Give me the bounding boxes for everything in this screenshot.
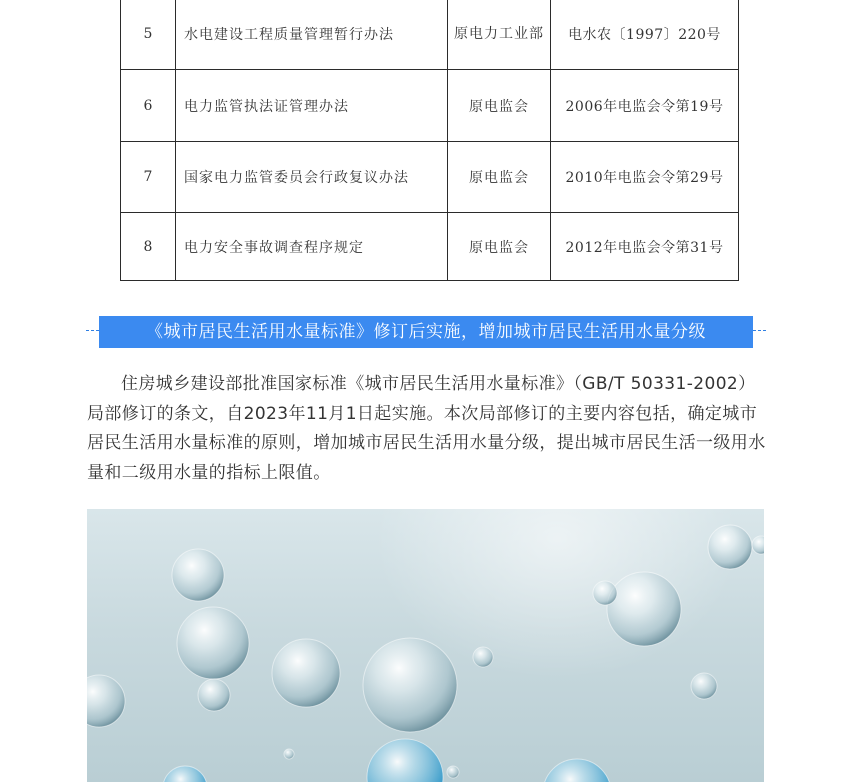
issuing-department: 原电监会 [448, 213, 551, 281]
document-number: 2010年电监会令第29号 [551, 142, 739, 213]
section-body-text: 住房城乡建设部批准国家标准《城市居民生活用水量标准》（GB/T 50331-2002）局部修订的条文，自2023年11月1日起实施。本次局部修订的主要内容包括，确定城市居民生活用水量标准的原则，增加城市居民生活用水量分级，提出城市居民生活一级用水量和二级用水量的指标上限值。 [87, 374, 766, 483]
issuing-department-text: 原电力工业部 [454, 26, 544, 42]
table-row [121, 142, 739, 213]
regulations-table [120, 0, 739, 281]
table-row [121, 0, 739, 70]
regulation-name: 水电建设工程质量管理暂行办法 [176, 0, 448, 70]
document-number: 电水农〔1997〕220号 [551, 0, 739, 70]
section-title-banner: 《城市居民生活用水量标准》修订后实施，增加城市居民生活用水量分级 [99, 316, 753, 348]
issuing-department [448, 0, 551, 70]
issuing-department: 原电监会 [448, 70, 551, 142]
regulation-name: 电力安全事故调查程序规定 [176, 213, 448, 281]
document-number: 2006年电监会令第19号 [551, 70, 739, 142]
row-number: 5 [121, 0, 176, 70]
document-number: 2012年电监会令第31号 [551, 213, 739, 281]
regulation-name: 电力监管执法证管理办法 [176, 70, 448, 142]
water-bubbles-illustration [87, 509, 764, 782]
table-row [121, 213, 739, 281]
table-row [121, 70, 739, 142]
regulation-name: 国家电力监管委员会行政复议办法 [176, 142, 448, 213]
row-number: 6 [121, 70, 176, 142]
water-bubbles-image [87, 509, 764, 782]
issuing-department: 原电监会 [448, 142, 551, 213]
row-number: 7 [121, 142, 176, 213]
row-number: 8 [121, 213, 176, 281]
